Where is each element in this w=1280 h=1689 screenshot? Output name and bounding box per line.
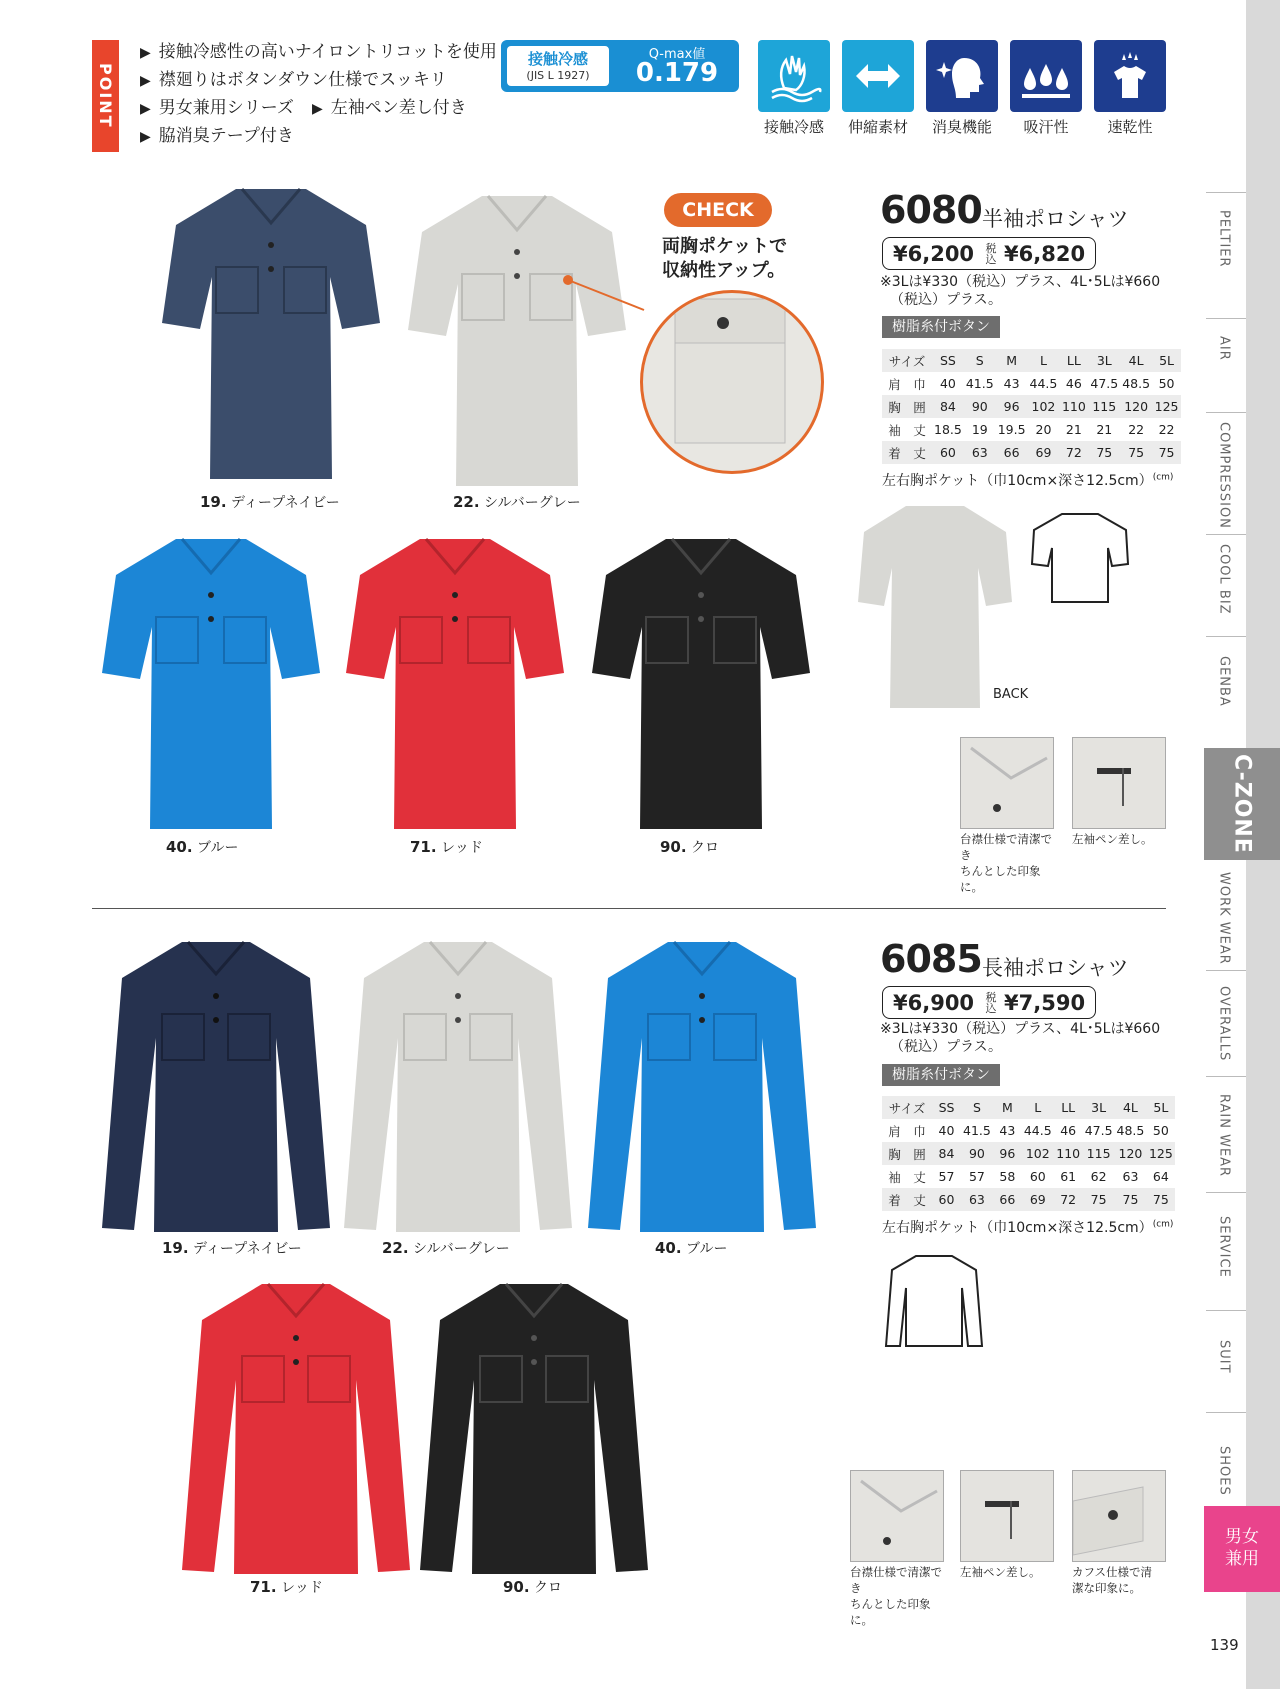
button-type-label: 樹脂糸付ボタン [882, 316, 1000, 338]
color-caption: 40. ブルー [655, 1239, 728, 1257]
side-divider [1206, 1076, 1246, 1077]
side-index-service[interactable]: SERVICE [1216, 1216, 1232, 1278]
tax-label: 税 込 [985, 990, 997, 1015]
product-code: 6085 [880, 937, 982, 981]
table-row: 胸 囲 84 90 96 102 110 115 120 125 [882, 1142, 1175, 1165]
shirt-6080-90 [588, 535, 814, 835]
pocket-note: 左右胸ポケット（巾10cm×深さ12.5cm）$^{(cm)}$ [882, 1219, 1174, 1236]
shirt-6080-back [856, 502, 1014, 712]
side-index-work-wear[interactable]: WORK WEAR [1216, 872, 1232, 965]
shirt-6085-90 [418, 1280, 650, 1580]
color-caption: 19. ディープネイビー [162, 1239, 302, 1257]
side-divider [1206, 192, 1246, 193]
function-sweat-absorb [1010, 40, 1082, 137]
detail-cuff [1072, 1470, 1166, 1562]
pocket-note: 左右胸ポケット（巾10cm×深さ12.5cm）$^{(cm)}$ [882, 472, 1174, 489]
table-row: 着 丈 60 63 66 69 72 75 75 75 [882, 1188, 1175, 1211]
function-label: 接触冷感 [763, 118, 824, 136]
table-row: 肩 巾 40 41.5 43 44.5 46 47.5 48.5 50 [888, 376, 1175, 392]
unisex-line2: 兼用 [1225, 1549, 1259, 1569]
side-divider [1206, 1192, 1246, 1193]
shirt-6085-19 [100, 938, 332, 1238]
size-table [882, 349, 1181, 464]
size-table [882, 1096, 1175, 1211]
side-index-suit[interactable]: SUIT [1216, 1340, 1232, 1374]
detail-caption: カフス仕様で清 潔な印象に。 [1072, 1565, 1153, 1595]
price-excl: ¥6,200 [893, 241, 975, 266]
stretch-icon [842, 40, 914, 112]
point-tab: POINT [92, 40, 119, 152]
color-caption: 90. クロ [503, 1578, 563, 1596]
sweat-absorb-icon [1010, 40, 1082, 112]
price-incl: ¥6,820 [1004, 241, 1086, 266]
shirt-6085-40 [586, 938, 818, 1238]
side-index-genba[interactable]: GENBA [1216, 656, 1232, 707]
product-name: 半袖ポロシャツ [982, 207, 1129, 231]
product-code: 6080 [880, 188, 982, 232]
qmax-value: 0.179 [635, 58, 719, 88]
detail-collar [850, 1470, 944, 1562]
table-row: 袖 丈 18.5 19 19.5 20 21 21 22 22 [888, 422, 1175, 438]
side-index-air[interactable]: AIR [1216, 336, 1232, 361]
check-line: 収納性アップ。 [662, 260, 786, 281]
qmax-badge [501, 40, 739, 92]
shirt-6080-71 [342, 535, 568, 835]
shirt-6085-back-line [884, 1254, 984, 1350]
function-label: 吸汗性 [1023, 118, 1069, 136]
function-stretch [842, 40, 914, 137]
point-item: ▶ 襟廻りはボタンダウン仕様でスッキリ [140, 66, 447, 95]
detail-pen-slot [1072, 737, 1166, 829]
unisex-line1: 男女 [1225, 1527, 1259, 1547]
color-caption: 22. シルバーグレー [453, 493, 581, 511]
shirt-6080-19 [158, 185, 384, 485]
check-line: 両胸ポケットで [662, 236, 788, 257]
back-label: BACK [993, 687, 1029, 702]
check-pointer-line [560, 270, 650, 320]
side-index-cool-biz[interactable]: COOL BIZ [1216, 544, 1232, 615]
shirt-6085-71 [180, 1280, 412, 1580]
side-divider [1206, 318, 1246, 319]
shirt-6080-back-line [1030, 512, 1130, 604]
cool-touch-icon [758, 40, 830, 112]
detail-caption: 台襟仕様で清潔でき ちんとした印象に。 [850, 1565, 942, 1627]
product-name: 長袖ポロシャツ [982, 956, 1129, 980]
qmax-standard: (JIS L 1927) [526, 69, 590, 82]
tax-label: 税 込 [985, 241, 997, 266]
price-incl: ¥7,590 [1004, 990, 1086, 1015]
function-label: 速乾性 [1107, 118, 1153, 136]
side-index-c-zone[interactable]: C-ZONE [1204, 748, 1280, 860]
qmax-title: Q-max値 [648, 47, 706, 62]
detail-caption: 左袖ペン差し。 [960, 1565, 1041, 1579]
qmax-label: 接触冷感 [527, 50, 588, 68]
point-item: ▶ 脇消臭テープ付き [140, 122, 294, 151]
color-caption: 22. シルバーグレー [382, 1239, 510, 1257]
page-number: 139 [1210, 1636, 1239, 1654]
check-badge: CHECK [664, 193, 772, 227]
side-index-compression[interactable]: COMPRESSION [1216, 422, 1232, 529]
table-row: 肩 巾 40 41.5 43 44.5 46 47.5 48.5 50 [888, 1123, 1169, 1139]
qmax-label-box [507, 46, 609, 86]
size-surcharge-note: ※3Lは¥330（税込）プラス、4L･5Lは¥660 （税込）プラス。 [880, 1021, 1161, 1055]
section-divider [92, 908, 1166, 909]
shirt-6085-22 [342, 938, 574, 1238]
shirt-6080-40 [98, 535, 324, 835]
side-index-peltier[interactable]: PELTIER [1216, 210, 1232, 268]
detail-caption: 左袖ペン差し。 [1072, 832, 1153, 846]
deodorant-icon [926, 40, 998, 112]
function-label: 消臭機能 [931, 118, 992, 136]
size-header-row: サイズ SS S M L LL 3L 4L 5L [882, 1096, 1175, 1119]
price-excl: ¥6,900 [893, 990, 975, 1015]
side-index-rain-wear[interactable]: RAIN WEAR [1216, 1094, 1232, 1178]
table-row: 着 丈 60 63 66 69 72 75 75 75 [882, 441, 1181, 464]
color-caption: 71. レッド [410, 838, 483, 856]
detail-collar [960, 737, 1054, 829]
side-index-shoes[interactable]: SHOES [1216, 1446, 1232, 1496]
function-quick-dry [1094, 40, 1166, 137]
side-divider [1206, 970, 1246, 971]
size-header-row: サイズ SS S M L LL 3L 4L 5L [882, 349, 1181, 372]
pocket-zoom-detail [640, 290, 824, 474]
side-divider [1206, 1412, 1246, 1413]
point-item: ▶ 男女兼用シリーズ [140, 94, 294, 123]
function-label: 伸縮素材 [847, 118, 908, 136]
detail-caption: 台襟仕様で清潔でき ちんとした印象に。 [960, 832, 1052, 894]
side-divider [1206, 636, 1246, 637]
color-caption: 71. レッド [250, 1578, 323, 1596]
detail-pen-slot [960, 1470, 1054, 1562]
button-type-label: 樹脂糸付ボタン [882, 1064, 1000, 1086]
point-item: ▶ 左袖ペン差し付き [312, 94, 467, 123]
price-box [882, 237, 1096, 270]
function-cool-touch [758, 40, 830, 137]
side-index-overalls[interactable]: OVERALLS [1216, 986, 1232, 1062]
unisex-badge [1204, 1506, 1280, 1592]
color-caption: 40. ブルー [166, 838, 239, 856]
shirt-6080-22 [404, 192, 630, 492]
point-item: ▶ 接触冷感性の高いナイロントリコットを使用 [140, 38, 497, 67]
check-text [662, 235, 787, 283]
side-divider [1206, 1310, 1246, 1311]
color-caption: 19. ディープネイビー [200, 493, 340, 511]
function-deodorant [926, 40, 998, 137]
size-surcharge-note: ※3Lは¥330（税込）プラス、4L･5Lは¥660 （税込）プラス。 [880, 274, 1161, 308]
table-row: 胸 囲 84 90 96 102 110 115 120 125 [882, 395, 1181, 418]
quick-dry-icon [1094, 40, 1166, 112]
table-row: 袖 丈 57 57 58 60 61 62 63 64 [888, 1169, 1169, 1185]
price-box [882, 986, 1096, 1019]
color-caption: 90. クロ [660, 838, 720, 856]
